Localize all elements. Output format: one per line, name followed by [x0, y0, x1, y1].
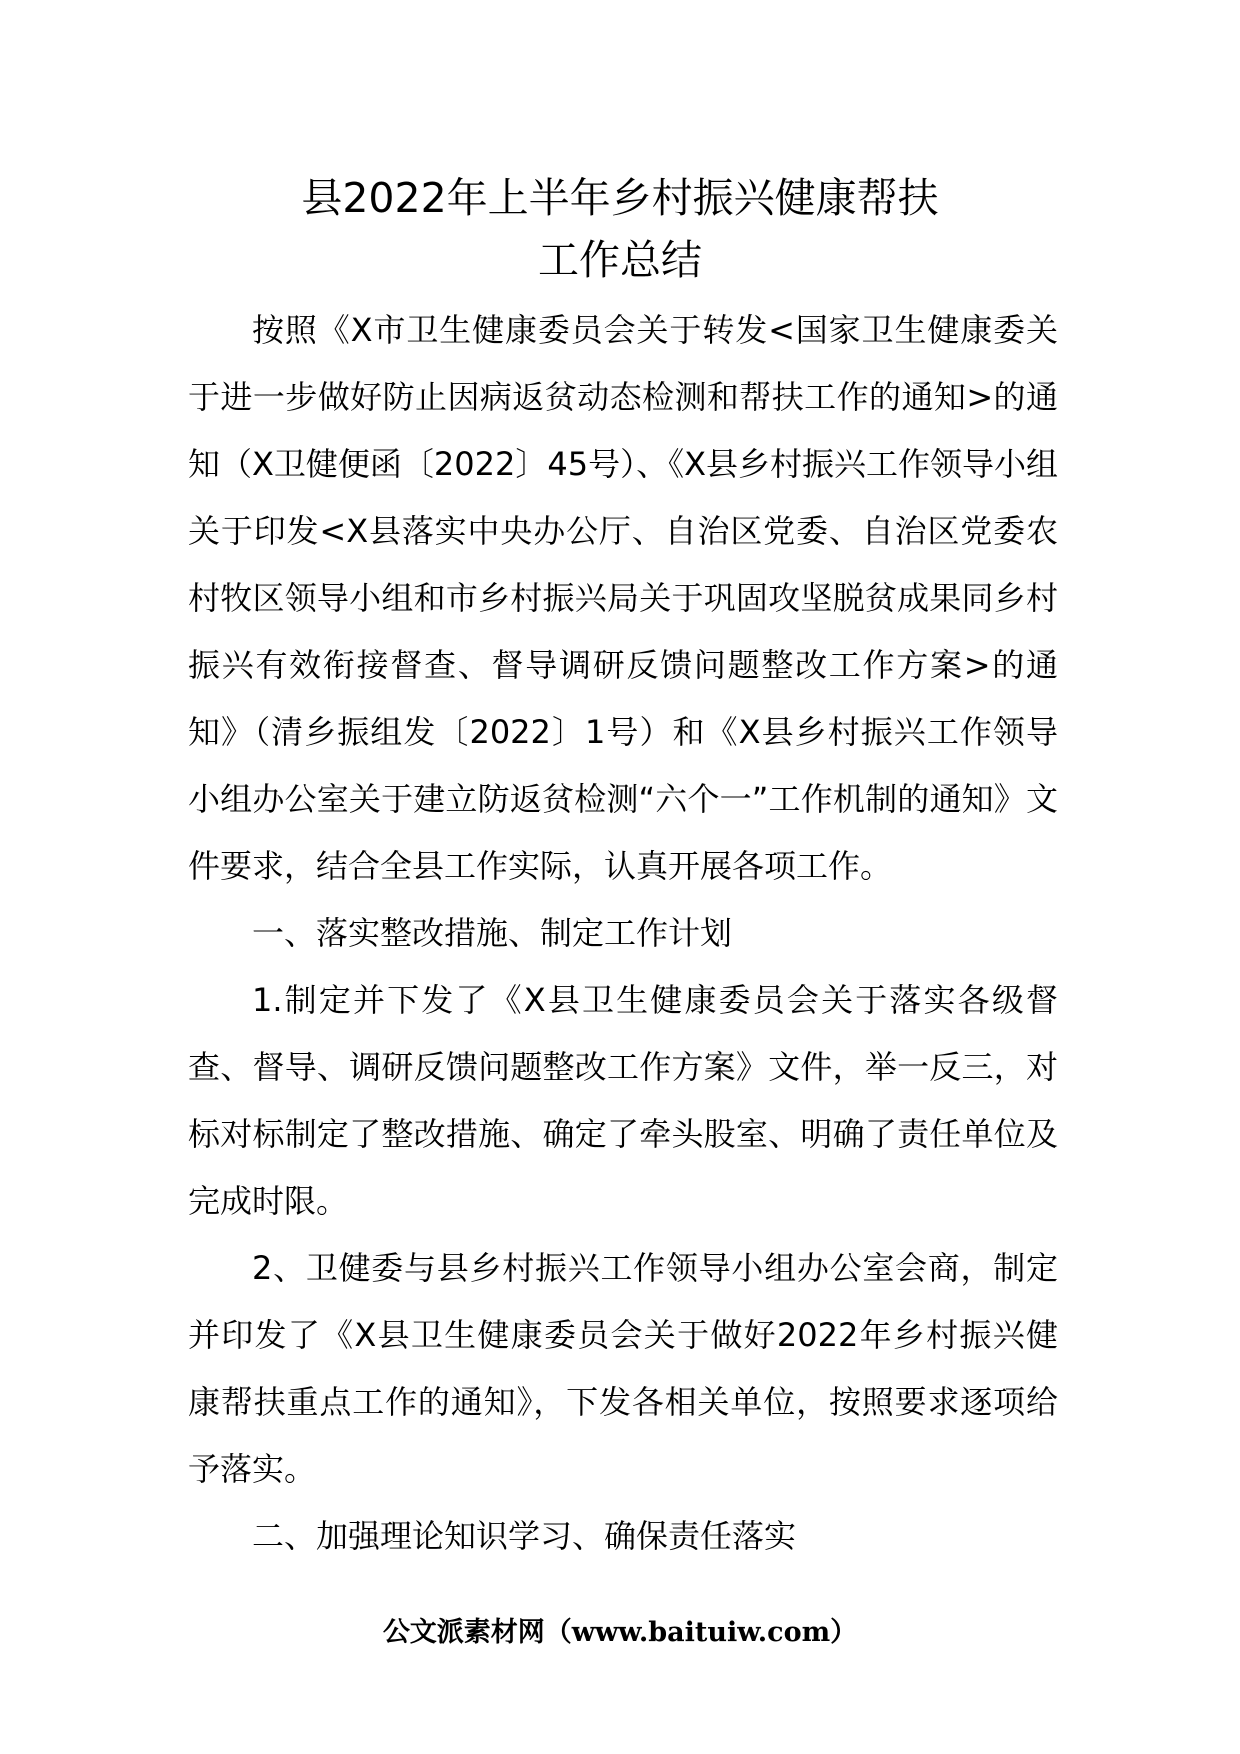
document-title-line-2: 工作总结	[538, 236, 702, 284]
document-body	[188, 297, 1058, 1570]
paragraph-item-2: 2、卫健委与县乡村振兴工作领导小组办公室会商，制定并印发了《X县卫生健康委员会关于做好2022年乡村振兴健康帮扶重点工作的通知》，下发各相关单位，按照要求逐项给予落实。	[188, 1249, 1058, 1488]
section-heading-1: 一、落实整改措施、制定工作计划	[252, 914, 733, 952]
paragraph-intro: 按照《X市卫生健康委员会关于转发<国家卫生健康委关于进一步做好防止因病返贫动态检测和帮扶工作的通知>的通知（X卫健便函〔2022〕45号）、《X县乡村振兴工作领导小组关于印发<X县落实中央办公厅、自治区党委、自治区党委农村牧区领导小组和市乡村振兴局关于巩固攻坚脱贫成果同乡村振兴有效衔接督查、督导调研反馈问题整改工作方案>的通知》（清乡振组发〔2022〕1号）和《X县乡村振兴工作领导小组办公室关于建立防返贫检测“六个一”工作机制的通知》文件要求，结合全县工作实际，认真开展各项工作。	[188, 311, 1059, 885]
paragraph-item-1: 1.制定并下发了《X县卫生健康委员会关于落实各级督查、督导、调研反馈问题整改工作方案》文件，举一反三，对标对标制定了整改措施、确定了牵头股室、明确了责任单位及完成时限。	[188, 981, 1058, 1220]
footer-watermark: 公文派素材网（www.baituiw.com）	[382, 1617, 858, 1648]
document-title-line-1: 县2022年上半年乡村振兴健康帮扶	[301, 174, 939, 222]
section-heading-2: 二、加强理论知识学习、确保责任落实	[252, 1517, 797, 1555]
